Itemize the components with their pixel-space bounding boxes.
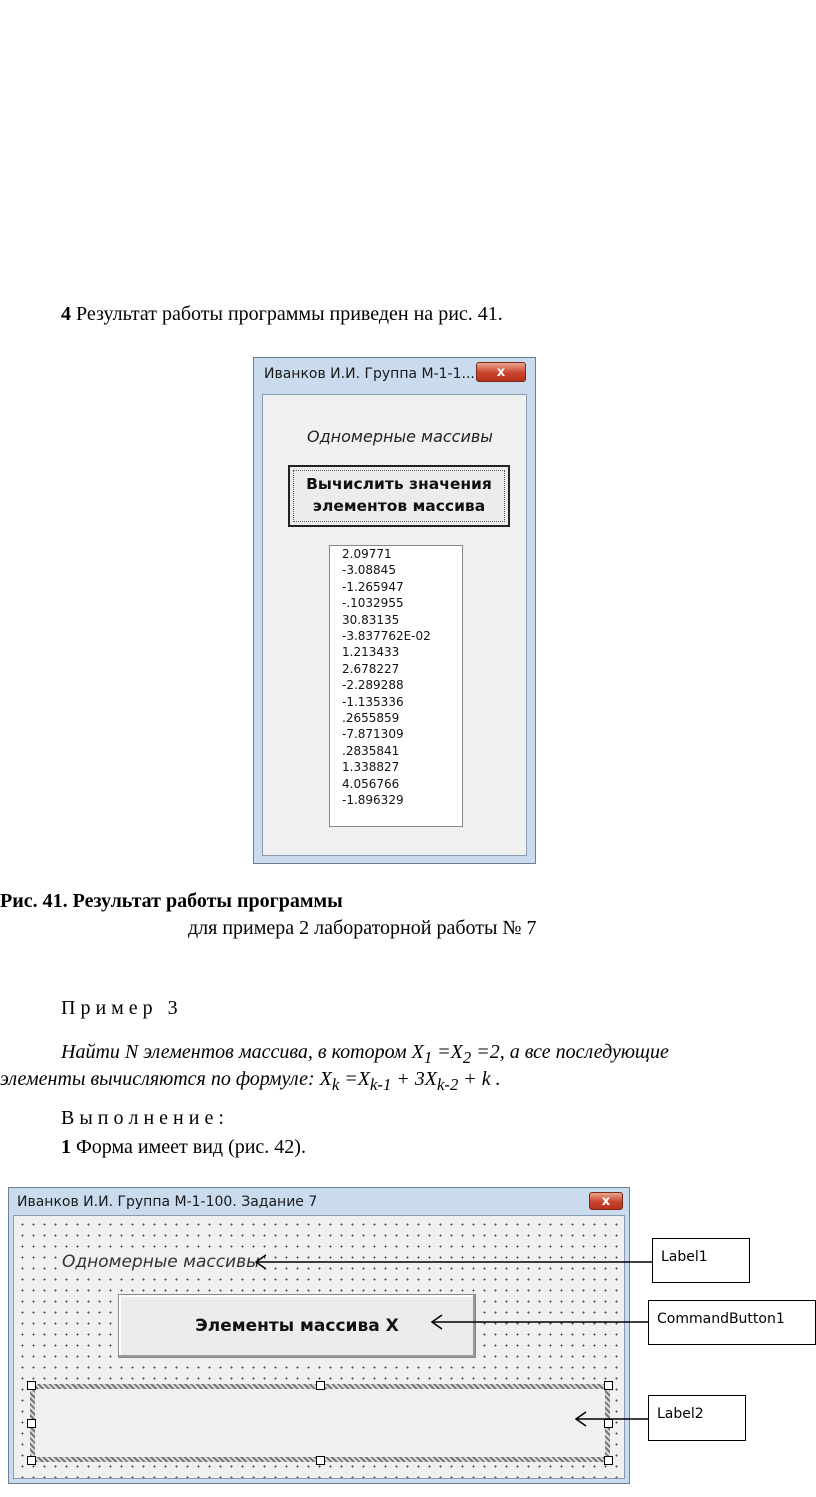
- task-text: + k .: [458, 1068, 501, 1090]
- list-item[interactable]: 1.213433: [342, 645, 400, 660]
- subscript: 2: [462, 1048, 472, 1067]
- fig41-caption-label: Одномерные массивы: [307, 427, 493, 446]
- list-item[interactable]: .2835841: [342, 743, 400, 758]
- list-item[interactable]: -3.08845: [342, 563, 396, 578]
- step1-number: 1: [61, 1136, 71, 1158]
- list-item[interactable]: 2.678227: [342, 661, 400, 676]
- task-text: элементы вычисляются по формуле: X: [0, 1068, 332, 1090]
- fig41-window-title: Иванков И.И. Группа М-1-1...: [264, 366, 475, 382]
- label2-callout: Label2: [648, 1395, 746, 1441]
- subscript: k-2: [437, 1075, 459, 1094]
- commandbutton1-callout: CommandButton1: [648, 1300, 816, 1345]
- step1-text: Форма имеет вид (рис. 42).: [76, 1136, 306, 1158]
- list-item[interactable]: -7.871309: [342, 727, 404, 742]
- list-item[interactable]: 1.338827: [342, 760, 400, 775]
- list-item[interactable]: -1.896329: [342, 793, 404, 808]
- list-item[interactable]: 30.83135: [342, 612, 400, 627]
- close-icon[interactable]: x: [476, 362, 526, 382]
- list-item[interactable]: .2655859: [342, 711, 400, 726]
- list-item[interactable]: 4.056766: [342, 776, 400, 791]
- subscript: k: [331, 1075, 340, 1094]
- example-heading: П р и м е р 3: [61, 997, 178, 1019]
- subscript: 1: [423, 1048, 433, 1067]
- label1-control[interactable]: Одномерные массивы: [58, 1252, 264, 1272]
- list-item[interactable]: -3.837762E-02: [342, 629, 431, 644]
- close-icon[interactable]: x: [589, 1192, 623, 1210]
- task-text: =2, а все последующие: [471, 1041, 669, 1063]
- list-item[interactable]: -2.289288: [342, 678, 404, 693]
- list-item[interactable]: -1.135336: [342, 694, 404, 709]
- list-item[interactable]: -1.265947: [342, 579, 404, 594]
- fig42-window-title: Иванков И.И. Группа М-1-100. Задание 7: [17, 1194, 318, 1210]
- task-text: + 3X: [391, 1068, 437, 1090]
- task-text: Найти N элементов массива, в котором X: [61, 1041, 424, 1063]
- step4-number: 4: [61, 303, 71, 325]
- list-item[interactable]: -.1032955: [342, 596, 404, 611]
- fig41-caption-line2: для примера 2 лабораторной работы № 7: [188, 917, 537, 939]
- step4-text: Результат работы программы приведен на рис. 41.: [76, 303, 503, 325]
- task-text: =X: [432, 1041, 463, 1063]
- calculate-button-label: Вычислить значения элементов массива: [306, 475, 492, 515]
- execution-heading: В ы п о л н е н и е :: [61, 1107, 224, 1129]
- subscript: k-1: [370, 1075, 392, 1094]
- list-item[interactable]: 2.09771: [342, 547, 392, 561]
- command-button1-label: Элементы массива X: [195, 1316, 399, 1336]
- label1-callout: Label1: [652, 1238, 750, 1283]
- fig41-caption: Рис. 41. Результат работы программы: [0, 890, 343, 912]
- task-text: =X: [339, 1068, 370, 1090]
